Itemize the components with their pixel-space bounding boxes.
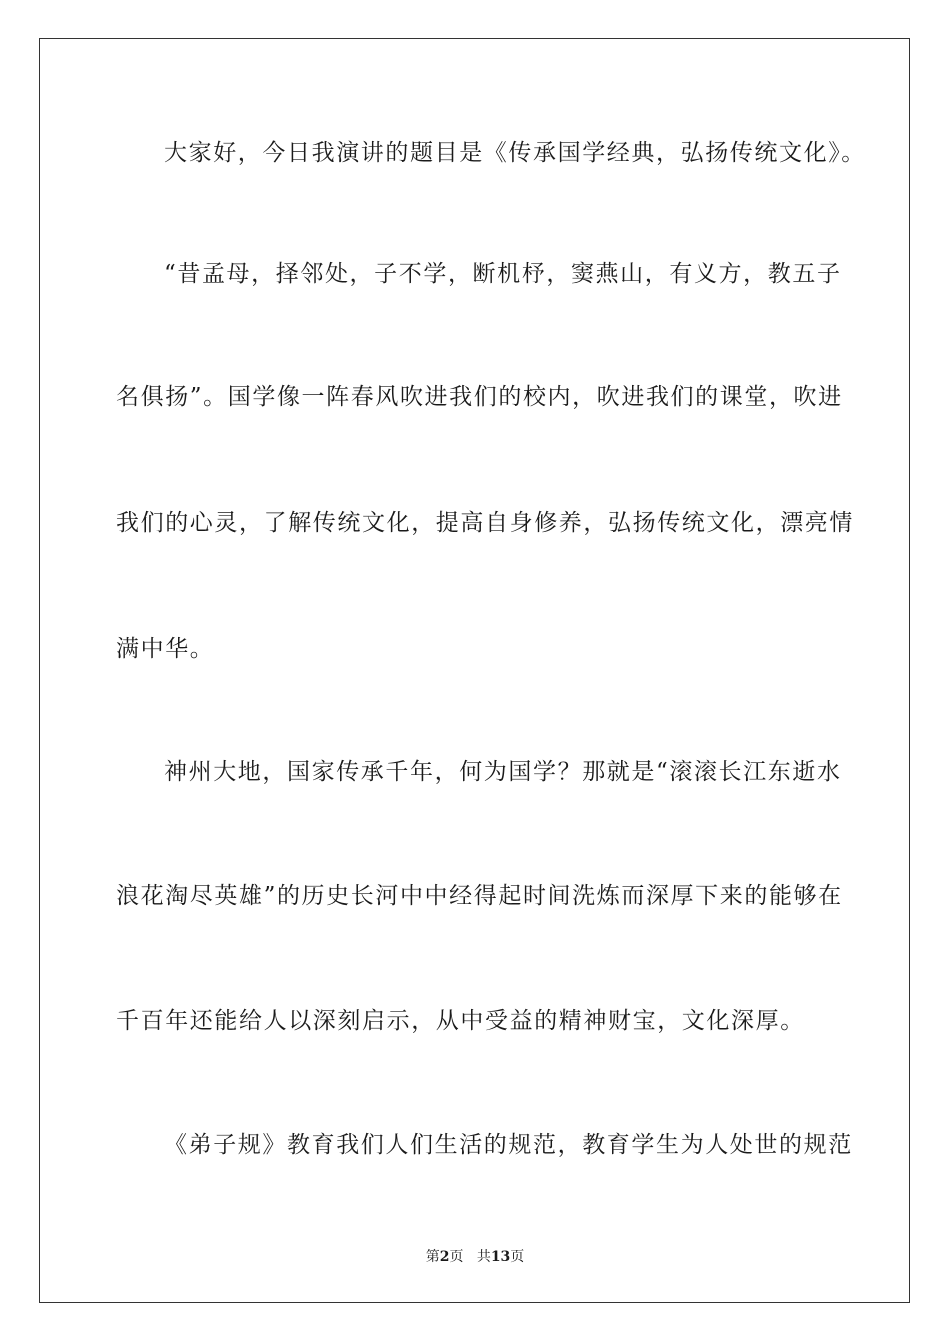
- paragraph-line: “昔孟母，择邻处，子不学，断机杼，窦燕山，有义方，教五子: [164, 261, 842, 287]
- footer-total-pages: 13: [490, 1249, 511, 1265]
- page-footer: [0, 1247, 950, 1267]
- footer-total-prefix: 共: [476, 1249, 491, 1265]
- paragraph-line: 名俱扬”。国学像一阵春风吹进我们的校内，吹进我们的课堂，吹进: [116, 384, 843, 410]
- footer-page-number: 2: [439, 1249, 450, 1265]
- footer-total-suffix: 页: [510, 1249, 525, 1265]
- paragraph-line: 千百年还能给人以深刻启示，从中受益的精神财宝，文化深厚。: [116, 1008, 805, 1034]
- footer-page-prefix: 第: [425, 1249, 440, 1265]
- paragraph-line: 浪花淘尽英雄”的历史长河中中经得起时间洗炼而深厚下来的能够在: [116, 883, 843, 909]
- paragraph-line: 神州大地，国家传承千年，何为国学？那就是“滚滚长江东逝水: [164, 759, 842, 785]
- paragraph-line: 满中华。: [116, 636, 215, 662]
- footer-page-suffix: 页: [449, 1249, 464, 1265]
- paragraph-line: 大家好，今日我演讲的题目是《传承国学经典，弘扬传统文化》。: [164, 140, 866, 166]
- page-border: [39, 38, 910, 1303]
- paragraph-line: 《弟子规》教育我们人们生活的规范，教育学生为人处世的规范: [164, 1132, 853, 1158]
- paragraph-line: 我们的心灵，了解传统文化，提高自身修养，弘扬传统文化，漂亮情: [116, 510, 854, 536]
